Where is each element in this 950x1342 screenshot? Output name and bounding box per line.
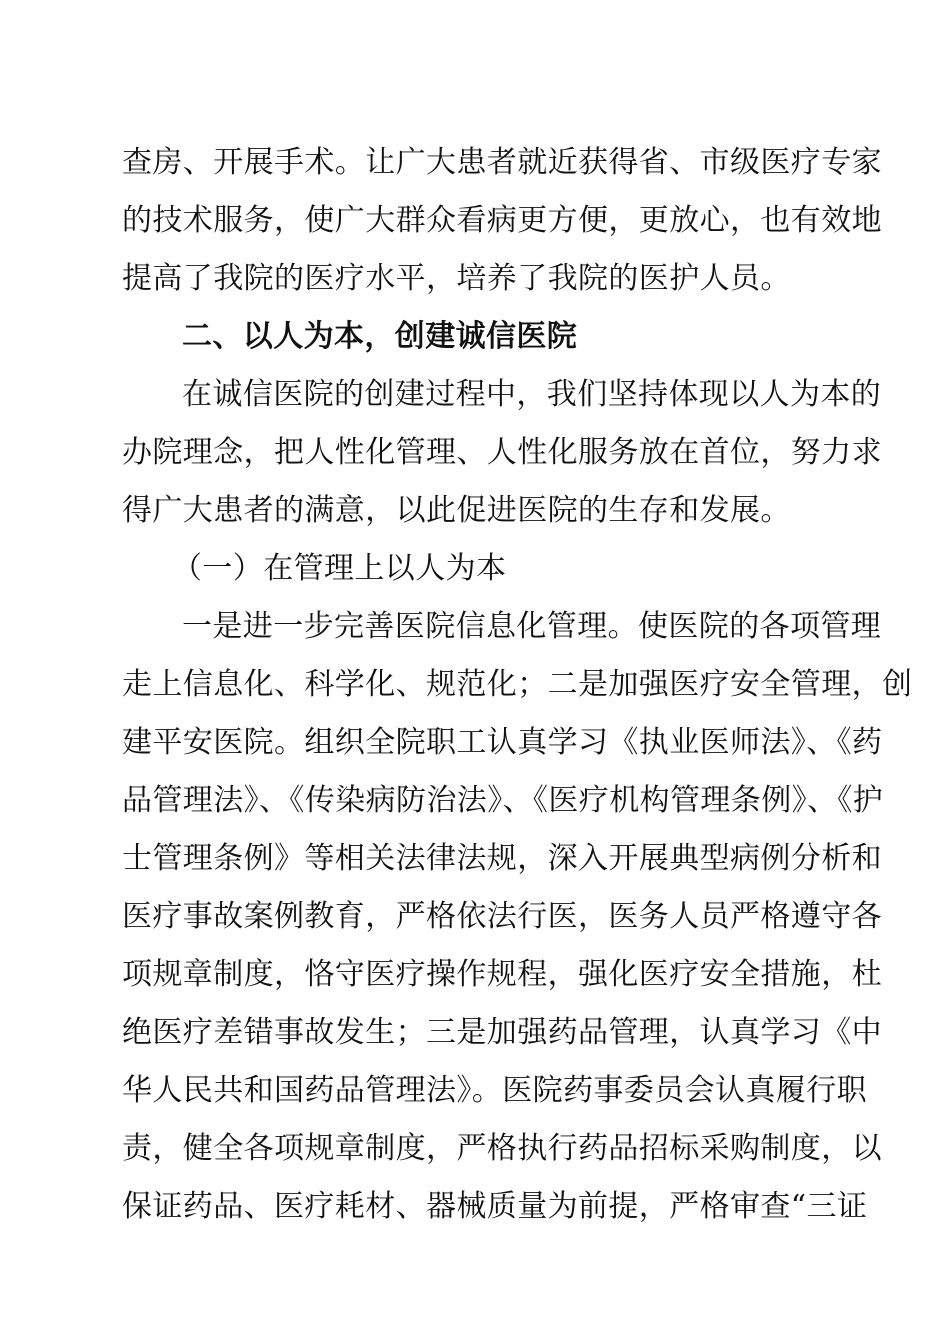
paragraph-line: 绝医疗差错事故发生；三是加强药品管理，认真学习《中 (122, 1015, 882, 1050)
paragraph-line: 士管理条例》等相关法律法规，深入开展典型病例分析和 (122, 841, 882, 876)
paragraph-line: 医疗事故案例教育，严格依法行医，医务人员严格遵守各 (122, 899, 882, 934)
paragraph-line: 走上信息化、科学化、规范化；二是加强医疗安全管理，创 (122, 667, 913, 702)
paragraph-line: 保证药品、医疗耗材、器械质量为前提，严格审查“三证 (122, 1189, 868, 1224)
paragraph-line: 在诚信医院的创建过程中，我们坚持体现以人为本的 (182, 377, 882, 412)
paragraph-line: 华人民共和国药品管理法》。医院药事委员会认真履行职 (122, 1073, 867, 1108)
section-heading: 二、以人为本，创建诚信医院 (182, 319, 578, 354)
paragraph-line: 项规章制度，恪守医疗操作规程，强化医疗安全措施，杜 (122, 957, 882, 992)
paragraph-line: 品管理法》、《传染病防治法》、《医疗机构管理条例》、《护 (122, 783, 884, 818)
paragraph-line: 的技术服务，使广大群众看病更方便，更放心，也有效地 (122, 203, 882, 238)
paragraph-line: 查房、开展手术。让广大患者就近获得省、市级医疗专家 (122, 145, 882, 180)
paragraph-line: 得广大患者的满意，以此促进医院的生存和发展。 (122, 493, 791, 528)
paragraph-line: 一是进一步完善医院信息化管理。使医院的各项管理 (182, 609, 882, 644)
paragraph-line: 责，健全各项规章制度，严格执行药品招标采购制度，以 (122, 1131, 882, 1166)
paragraph-line: 提高了我院的医疗水平，培养了我院的医护人员。 (122, 261, 791, 296)
paragraph-line: 办院理念，把人性化管理、人性化服务放在首位，努力求 (122, 435, 882, 470)
subsection-heading: （一）在管理上以人为本 (172, 551, 507, 586)
paragraph-line: 建平安医院。组织全院职工认真学习《执业医师法》、《药 (122, 725, 883, 760)
